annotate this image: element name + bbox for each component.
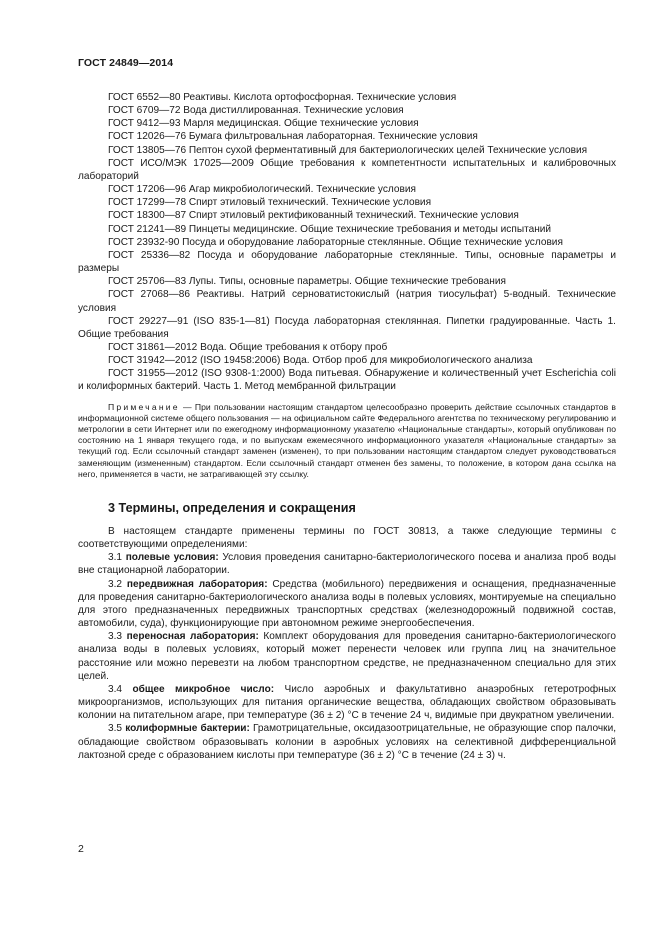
term-name: переносная лаборатория:: [126, 631, 259, 643]
section-intro: В настоящем стандарте применены термины по ГОСТ 30813, а также следующие термины с соответствующими определениями:: [78, 526, 616, 551]
reference-item: ГОСТ 17299—78 Спирт этиловый технический. Технические условия: [108, 197, 432, 209]
document-header-title: ГОСТ 24849—2014: [78, 57, 174, 69]
term-definition: [78, 551, 616, 577]
reference-item: ГОСТ 31861—2012 Вода. Общие требования к отбору проб: [108, 341, 388, 353]
reference-item: ГОСТ 18300—87 Спирт этиловый ректификованный технический. Технические условия: [108, 210, 519, 222]
term-definition: [78, 578, 616, 631]
term-definition: [78, 683, 616, 722]
terms-list: [78, 551, 616, 762]
reference-item: ГОСТ 23932-90 Посуда и оборудование лабораторные стеклянные. Общие технические условия: [108, 236, 563, 248]
term-number: 3.2: [108, 578, 123, 590]
term-name: общее микробное число:: [132, 683, 275, 695]
document-body: [78, 91, 616, 762]
term-number: 3.3: [108, 631, 123, 643]
term-name: полевые условия:: [125, 552, 219, 564]
reference-item: ГОСТ 12026—76 Бумага фильтровальная лабораторная. Технические условия: [108, 131, 478, 143]
reference-item: ГОСТ 27068—86 Реактивы. Натрий серноватистокислый (натрия тиосульфат) 5-водный. Технические условия: [78, 289, 616, 314]
term-name: передвижная лаборатория:: [126, 578, 268, 590]
section-title: 3 Термины, определения и сокращения: [108, 501, 356, 516]
reference-item: ГОСТ 25336—82 Посуда и оборудование лабораторные стеклянные. Типы, основные параметры и размеры: [78, 249, 616, 275]
reference-item: ГОСТ 31955—2012 (ISO 9308-1:2000) Вода питьевая. Обнаружение и количественный учет Escherichia coli и колиформных бактерий. Часть 1. Метод мембранной фильтрации: [78, 368, 616, 393]
reference-item: ГОСТ ИСО/МЭК 17025—2009 Общие требования к компетентности испытательных и калибровочных лабораторий: [78, 157, 616, 182]
note-text: — При пользовании настоящим стандартом целесообразно проверить действие ссылочных стандартов в информационной системе общего пользования — на официальном сайте Федерального агентства по техническому регулированию и метрологии в сети Интернет или по ежегодному информационному указателю «Национальные стандарты», который опубликован по состоянию на 1 января текущего года, и по выпускам ежемесячного информационного указателя «Национальные стандарты» за текущий год. Если ссылочный стандарт заменен (изменен), то при пользовании настоящим стандартом следует руководствоваться заменяющим (измененным) стандартом. Если ссылочный стандарт отменен без замены, то положение, в котором дана ссылка на него, применяется в части, не затрагивающей эту ссылку.: [78, 401, 616, 479]
references-note: [78, 402, 616, 480]
term-definition: [78, 630, 616, 683]
term-text: Средства (мобильного) передвижения и оснащения, предназначенные для проведения санитарно-бактериологического анализа воды в полевых условиях, монтируемые на специально для этого предназначенных передвижных транспортных средствах (железнодорожный подвижной состав, автомобили, суда), функционирующие при автономном режиме энергообеспечения.: [78, 578, 616, 630]
reference-item: ГОСТ 21241—89 Пинцеты медицинские. Общие технические требования и методы испытаний: [108, 223, 552, 235]
reference-item: ГОСТ 9412—93 Марля медицинская. Общие технические условия: [108, 118, 419, 130]
term-name: колиформные бактерии:: [125, 723, 250, 735]
normative-references-list: [78, 91, 616, 394]
reference-item: ГОСТ 29227—91 (ISO 835-1—81) Посуда лабораторная стеклянная. Пипетки градуированные. Часть 1. Общие требования: [78, 315, 616, 340]
term-number: 3.4: [108, 683, 123, 695]
term-text: Комплект оборудования для проведения санитарно-бактериологического анализа воды в полевых условиях, который может перенести человек или группа лиц на значительное расстояние или можно перевезти на любом транспортном средстве, не предназначенном специально для этих целей.: [78, 631, 616, 682]
page-number: 2: [78, 843, 84, 855]
term-number: 3.5: [108, 723, 123, 735]
term-text: Условия проведения санитарно-бактериологического посева и анализа проб воды вне стационарной лаборатории.: [78, 552, 616, 577]
term-definition: [78, 722, 616, 761]
term-text: Число аэробных и факультативно анаэробных гетеротрофных микроорганизмов, использующих для питания органические вещества, обладающих свойством образовывать колонии на питательном агаре, при температуре (36 ± 2) °С в течение 24 ч, видимые при двукратном увеличении.: [78, 683, 616, 722]
reference-item: ГОСТ 25706—83 Лупы. Типы, основные параметры. Общие технические требования: [108, 276, 506, 288]
reference-item: ГОСТ 6709—72 Вода дистиллированная. Технические условия: [108, 105, 404, 117]
note-label: Примечание: [108, 401, 180, 412]
reference-item: ГОСТ 6552—80 Реактивы. Кислота ортофосфорная. Технические условия: [108, 92, 457, 103]
term-number: 3.1: [108, 552, 123, 564]
reference-item: ГОСТ 31942—2012 (ISO 19458:2006) Вода. Отбор проб для микробиологического анализа: [108, 355, 533, 367]
term-text: Грамотрицательные, оксидазоотрицательные, не образующие спор палочки, обладающие свойством образовывать колонии в аэробных условиях на селективной дифференциальной лактозной среде с образованием кислоты при температуре (36 ± 2) °С в течение (24 ± 3) ч.: [78, 723, 617, 761]
reference-item: ГОСТ 13805—76 Пептон сухой ферментативный для бактериологических целей Технические условия: [108, 144, 588, 156]
reference-item: ГОСТ 17206—96 Агар микробиологический. Технические условия: [108, 184, 416, 196]
